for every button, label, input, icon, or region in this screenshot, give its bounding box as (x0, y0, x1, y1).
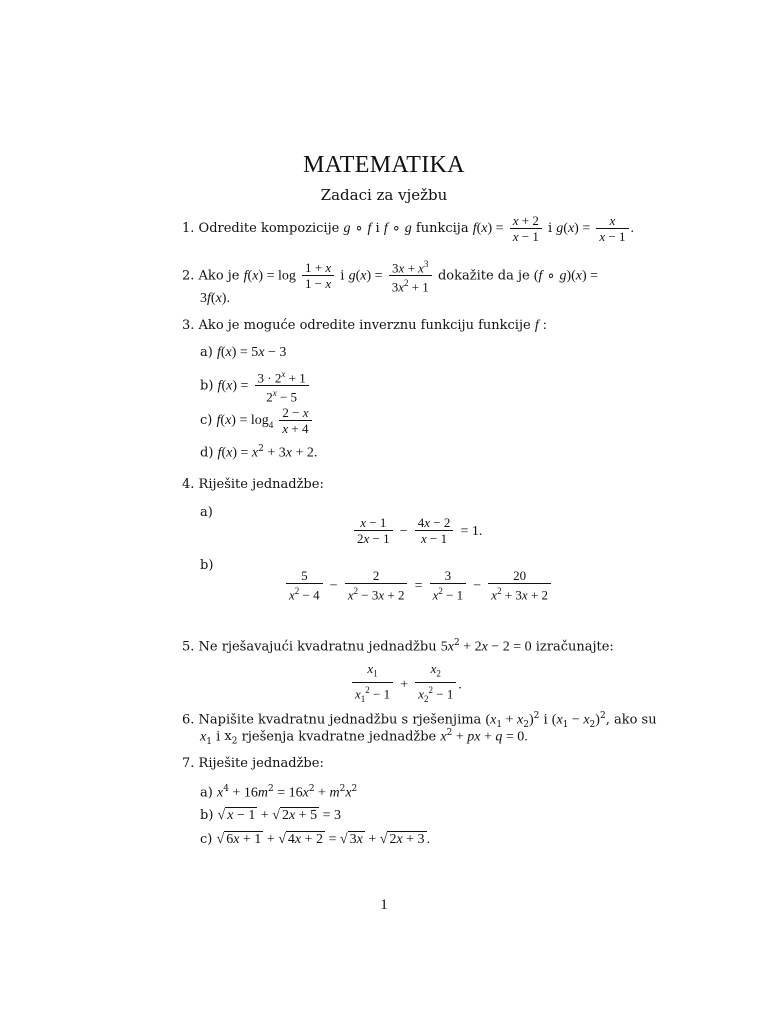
problem-text: Riješite jednadžbe: (198, 477, 324, 492)
item-label: a) (200, 785, 213, 801)
page-subtitle: Zadaci za vježbu (320, 186, 448, 204)
problem-7c: c) √ 6x + 1 + √ 4x + 2 = √ 3x + √ 2x + 3 . (200, 832, 431, 847)
problem-2: 2. Ako je f(x) = log $\frac{1 + x}{1 - x}$ i g(x) = $\frac{3x + x^3}{3x^2 + 1}$ dokažite da je (f ∘ g)(x) = (182, 259, 599, 295)
problem-3d: d) $f(x) = x^2 + 3x + 2$. (200, 444, 318, 461)
connector-text: funkcija (415, 221, 469, 236)
problem-number: 2. (182, 268, 195, 284)
problem-text: Napišite kvadratnu jednadžbu s rješenjima (198, 712, 482, 728)
fraction: $\frac{1 + x}{1 - x}$ (302, 260, 334, 291)
problem-2-continuation: 3f(x). (200, 291, 230, 306)
item-label: c) (200, 832, 213, 847)
problem-5: 5. Ne rješavajući kvadratnu jednadžbu $5x^2 + 2x - 2 = 0$ izračunajte: (182, 638, 614, 655)
item-label: c) (200, 413, 213, 428)
problem-7a: a) $x^4 + 16m^2 = 16x^2 + m^2x^2$ (200, 784, 358, 801)
problem-7b: b) √ x − 1 + √ 2x + 5 = 3 (200, 808, 341, 823)
fraction: $\frac{3x + x^3}{3x^2 + 1}$ (389, 257, 432, 295)
fraction: $\frac{3}{x^2 - 1}$ (430, 568, 467, 602)
problem-text: dokažite da je (437, 268, 530, 284)
fraction: $\frac{20}{x^2 + 3x + 2}$ (488, 568, 551, 602)
connector-text: i (340, 268, 345, 284)
problem-number: 3. (182, 318, 195, 333)
connector-text: , ako su (605, 712, 657, 728)
item-label: b) (200, 378, 214, 394)
problem-text: Riješite jednadžbe: (198, 756, 324, 771)
equation-5: $\frac{x_1}{x_1^2 - 1}$ + $\frac{x_2}{x_2^2 - 1}$ . (350, 661, 462, 707)
item-label: b) (200, 808, 214, 823)
fraction: $\frac{5}{x^2 - 4}$ (286, 568, 323, 602)
problem-3a: a) f(x) = 5x − 3 (200, 345, 287, 360)
item-label: d) (200, 445, 214, 461)
problem-7 (182, 756, 324, 771)
problem-number: 4. (182, 477, 195, 492)
problem-number: 5. (182, 639, 195, 655)
fraction: $\frac{2 - x}{x + 4}$ (279, 405, 311, 436)
fraction: $\frac{3 \cdot 2^x + 1}{2^x - 5}$ (255, 367, 309, 405)
problem-6: 6. Napišite kvadratnu jednadžbu s rješenjima $(x_1 + x_2)^2$ i $(x_1 - x_2)^2$, ako su (182, 711, 657, 730)
fraction: $\frac{4x - 2}{x - 1}$ (415, 515, 454, 546)
problem-number: 6. (182, 712, 195, 728)
problem-text: Ako je moguće odredite inverznu funkciju funkcije (198, 318, 531, 333)
problem-text: Ne rješavajući kvadratnu jednadžbu (198, 639, 437, 655)
item-label: b) (200, 558, 214, 573)
fraction: $\frac{x}{x - 1}$ (596, 213, 628, 244)
problem-text: Ako je (198, 268, 240, 284)
problem-6-continuation: $x_1$ i $x_2$ rješenja kvadratne jednadžbe $x^2$ + px + q = 0. (200, 728, 528, 747)
problem-text: izračunajte: (535, 639, 614, 655)
problem-3b: b) f(x) = $\frac{3 \cdot 2^x + 1}{2^x - 5}$ (200, 367, 311, 405)
problem-3: 3. Ako je moguće odredite inverznu funkciju funkcije f : (182, 318, 547, 333)
equation-4a: $\frac{x - 1}{2x - 1}$ − $\frac{4x - 2}{x - 1}$ = 1. (352, 515, 482, 546)
item-label: a) (200, 505, 213, 520)
page-title: MATEMATIKA (303, 152, 465, 178)
fraction: $\frac{x - 1}{2x - 1}$ (354, 515, 393, 546)
problem-3c: c) $f(x) = \log_4$ $\frac{2 - x}{x + 4}$ (200, 405, 314, 436)
connector-text: i (547, 221, 553, 236)
connector-text: i (216, 729, 221, 745)
problem-text: rješenja kvadratne jednadžbe (241, 729, 437, 745)
page-number: 1 (380, 897, 388, 913)
fraction: $\frac{x_1}{x_1^2 - 1}$ (352, 661, 393, 707)
problem-number: 7. (182, 756, 195, 771)
problem-number: 1. (182, 221, 195, 236)
problem-4 (182, 477, 324, 492)
problem-text: Odredite kompozicije (198, 221, 340, 236)
connector-text: i (543, 712, 548, 728)
equation-4b: $\frac{5}{x^2 - 4}$ − $\frac{2}{x^2 - 3x + 2}$ = $\frac{3}{x^2 - 1}$ − $\frac{20}{x^2 + 3x + 2}$ (284, 568, 553, 602)
problem-1: 1. Odredite kompozicije g ∘ f i f ∘ g funkcija f(x) = $\frac{x + 2}{x - 1}$ i g(x) = $\frac{x}{x - 1}$ . (182, 213, 634, 244)
item-label: a) (200, 345, 213, 360)
fraction: $\frac{x + 2}{x - 1}$ (510, 213, 542, 244)
fraction: $\frac{2}{x^2 - 3x + 2}$ (345, 568, 408, 602)
fraction: $\frac{x_2}{x_2^2 - 1}$ (415, 661, 456, 707)
connector-text: i (375, 221, 380, 236)
